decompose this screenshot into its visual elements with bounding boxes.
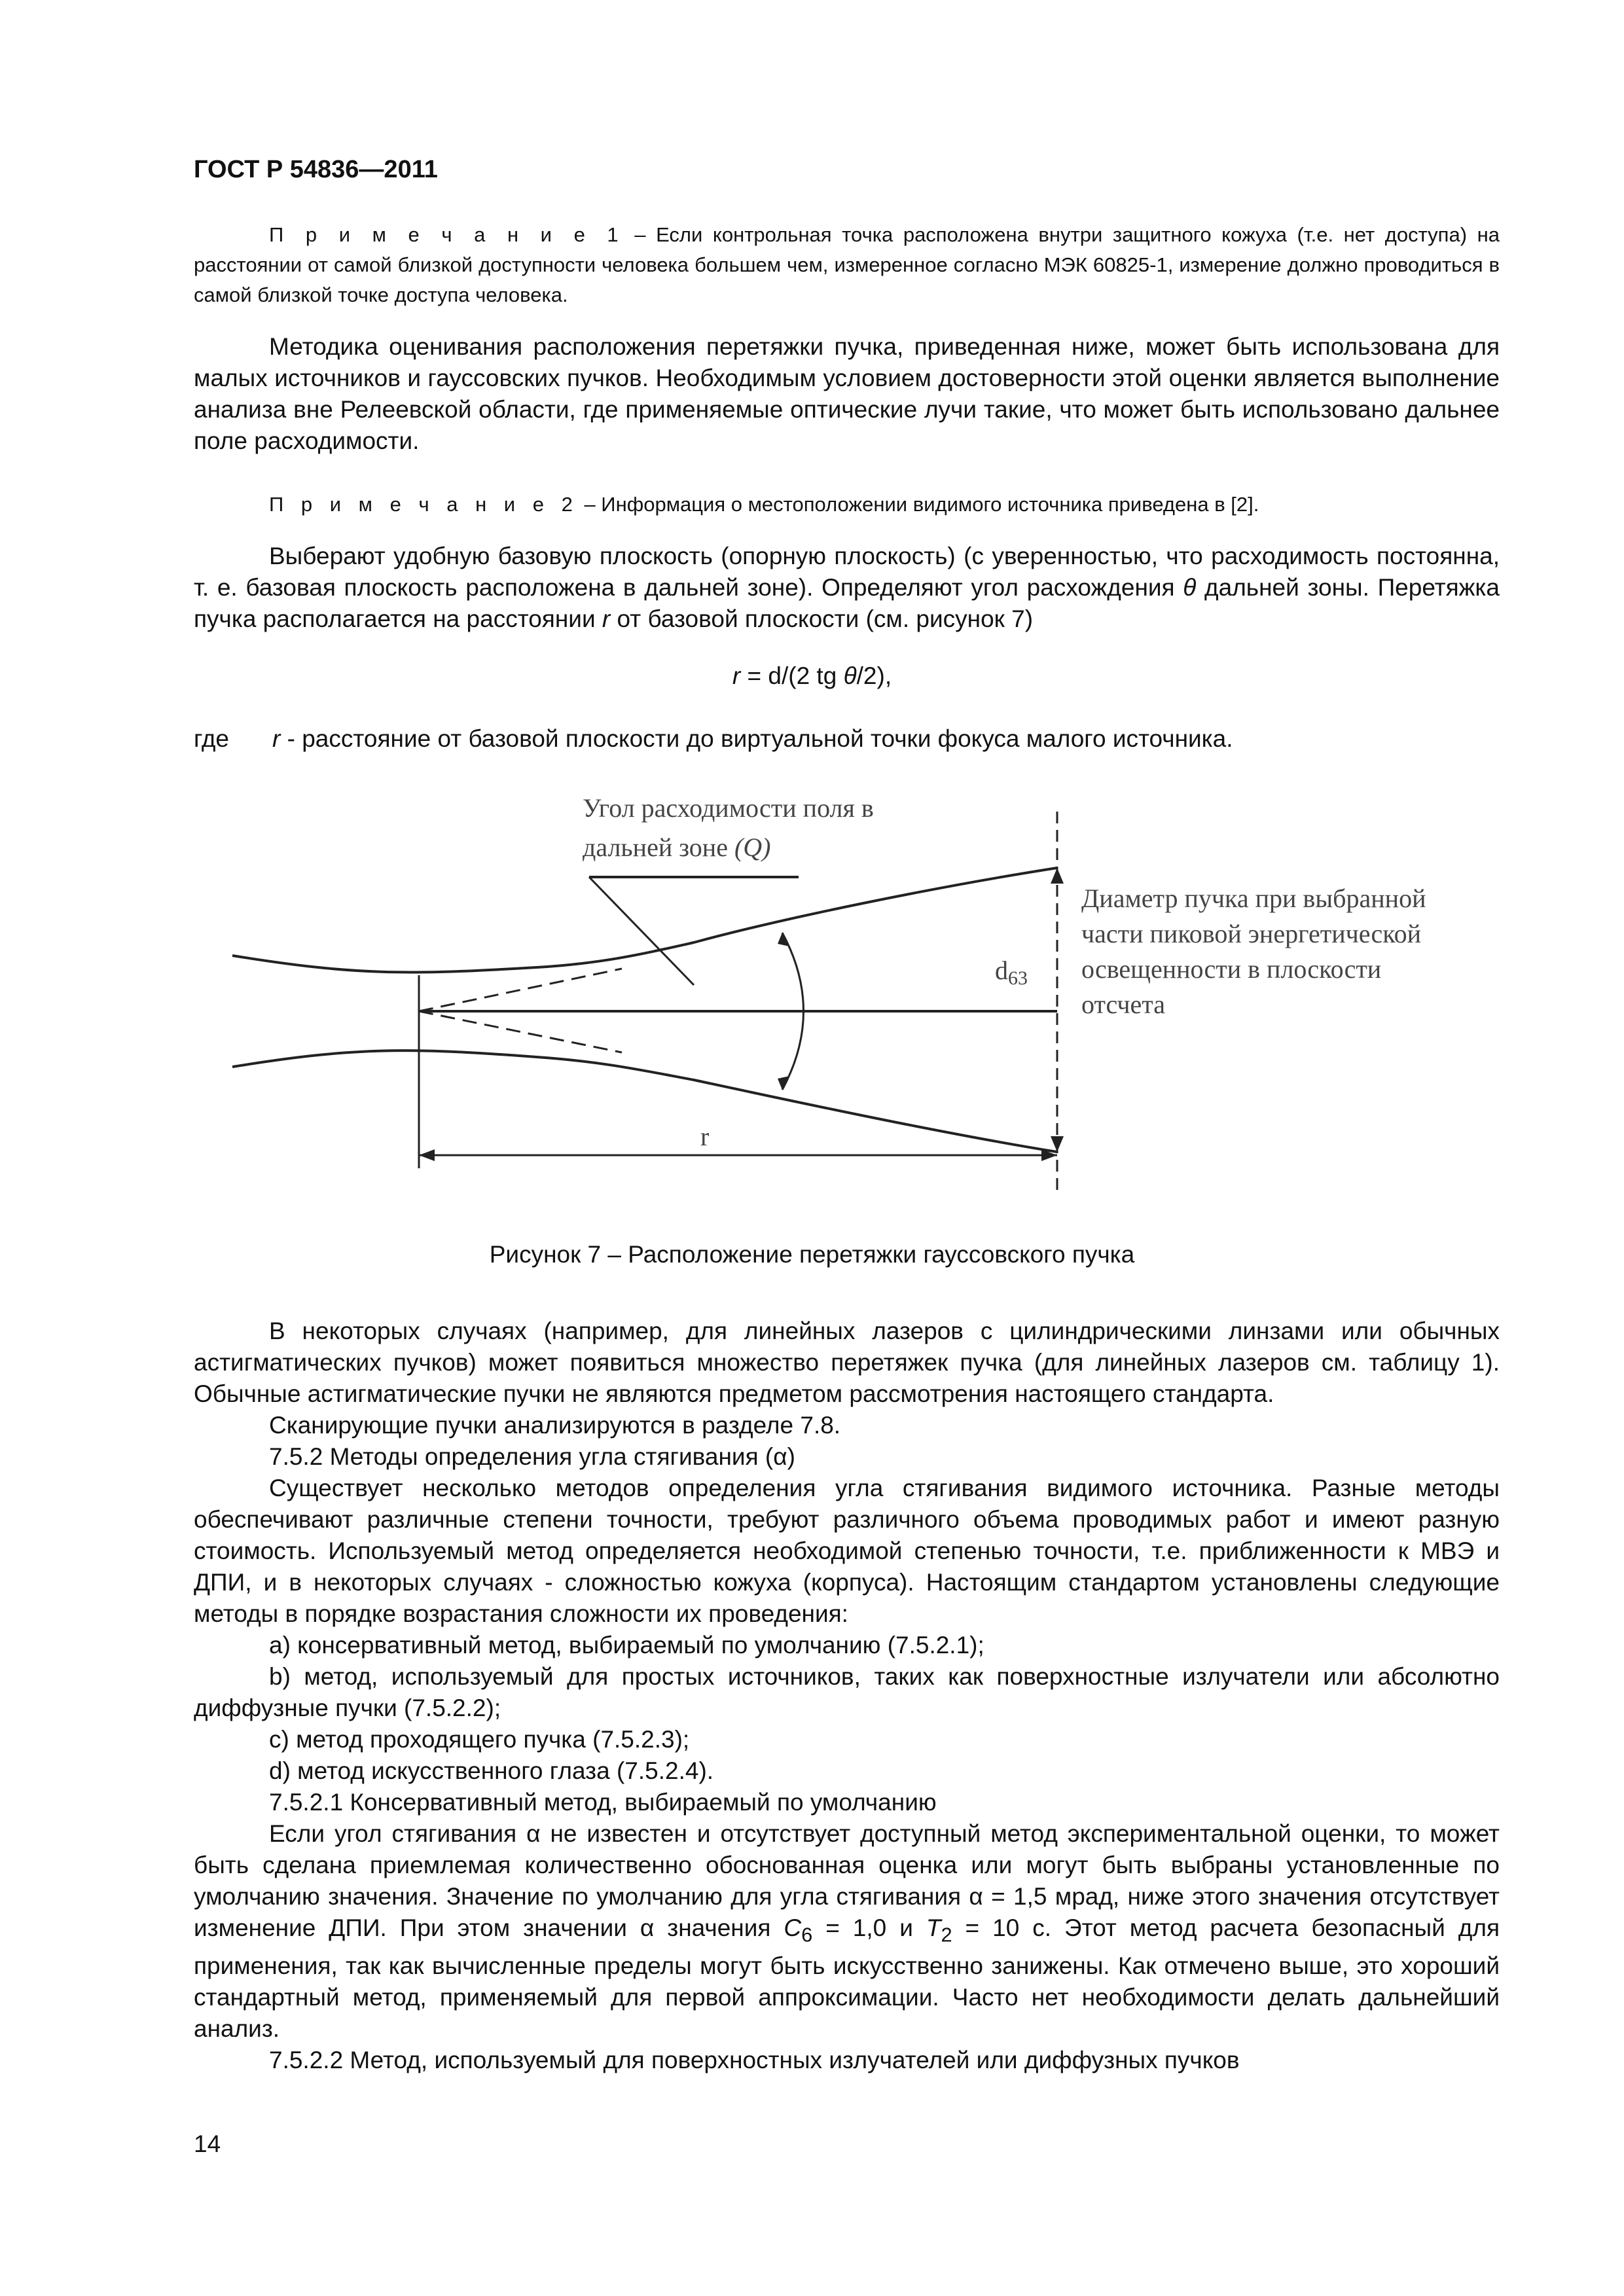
paragraph-method-description (194, 331, 1500, 457)
formula-waist-distance (0, 662, 1624, 690)
t2-symbol: T (926, 1914, 941, 1941)
formula-theta: θ (843, 662, 857, 689)
theta-symbol: θ (1183, 574, 1197, 601)
angle-label-text: дальней зоне (583, 833, 734, 862)
leader-line (589, 877, 694, 985)
paragraph-astigmatic: В некоторых случаях (например, для линейных лазеров с цилиндрическими линзами или обычных астигматических пучков) может появиться множество перетяжек пучка (для линейных лазеров см. таблицу 1). Обычные астигматические пучки не являются предметом рассмотрения настоящего стандарта. (194, 1318, 1500, 1407)
d-subscript: 63 (1008, 967, 1028, 989)
d-symbol: d (995, 956, 1008, 985)
list-item: c) метод проходящего пучка (7.5.2.3); (269, 1726, 690, 1753)
paragraph-2-part-3: от базовой плоскости (см. рисунок 7) (610, 605, 1034, 632)
diameter-label-line-3: освещенности в плоскости (1081, 954, 1382, 984)
paragraph-6-part-2: = 1,0 и (812, 1914, 926, 1941)
diameter-arrow-top (1051, 868, 1064, 884)
note-2 (194, 490, 1500, 520)
formula-r: r (732, 662, 741, 689)
section-heading-7-5-2-1: 7.5.2.1 Консервативный метод, выбираемый по умолчанию (269, 1789, 937, 1816)
document-header: ГОСТ Р 54836—2011 (194, 156, 438, 183)
c6-symbol: C (784, 1914, 802, 1941)
paragraph-default-method (194, 1818, 1500, 2045)
paragraph-methods: Существует несколько методов определения угла стягивания видимого источника. Разные методы обеспечивают различные степени точности, требуют различного объема проводимых работ и имеют разную стоимость. Используемый метод определяется необходимой степенью точности, т.е. приближенности к МВЭ и ДПИ, и в некоторых случаях - сложностью кожуха (корпуса). Настоящим стандартом установлены следующие методы в порядке возрастания сложности их проведения: (194, 1475, 1500, 1627)
r-dimension-label: r (700, 1122, 710, 1151)
divergence-line-lower (419, 1011, 622, 1052)
where-r: r (272, 725, 281, 752)
figure-7-caption: Рисунок 7 – Расположение перетяжки гауссовского пучка (489, 1241, 1135, 1268)
r-arrow-left (419, 1149, 435, 1161)
where-text: - расстояние от базовой плоскости до виртуальной точки фокуса малого источника. (280, 725, 1233, 752)
list-item: b) метод, используемый для простых источников, таких как поверхностные излучатели или абсолютно диффузные пучки (7.5.2.2); (194, 1663, 1500, 1721)
section-heading-7-5-2: 7.5.2 Методы определения угла стягивания (α) (269, 1443, 795, 1470)
paragraph-2-part-1: Выберают удобную базовую плоскость (опорную плоскость) (с уверенностью, что расходимость постоянна, т. е. базовая плоскость расположена в дальней зоне). Определяют угол расхождения (194, 543, 1500, 601)
note-1 (194, 220, 1500, 310)
t2-subscript: 2 (941, 1923, 952, 1946)
diameter-label-line-1: Диаметр пучка при выбранной (1081, 884, 1426, 913)
paragraph-reference-plane (194, 541, 1500, 635)
d63-label (995, 956, 1028, 989)
diameter-arrow-bottom (1051, 1136, 1064, 1152)
where-word: где (194, 725, 230, 752)
paragraph-6-part-3: = 10 с. Этот метод расчета безопасный для применения, так как вычисленные пределы могут быть искусственно занижены. Как отмечено выше, это хороший стандартный метод, применяемый для первой аппроксимации. Часто нет необходимости делать дальнейший анализ. (194, 1914, 1500, 2043)
angle-label-line-1: Угол расходимости поля в (583, 793, 874, 823)
list-item: d) метод искусственного глаза (7.5.2.4). (269, 1757, 714, 1784)
note-2-label: П р и м е ч а н и е 2 (269, 493, 579, 516)
angle-label-line-2 (583, 833, 770, 862)
paragraph-2-part-2: дальней зоны. Перетяжка пучка располагается на расстоянии (194, 574, 1500, 632)
beam-lower-edge (232, 1050, 1057, 1152)
section-heading-7-5-2-2: 7.5.2.2 Метод, используемый для поверхностных излучателей или диффузных пучков (269, 2047, 1240, 2074)
angle-symbol: (Q) (734, 833, 771, 862)
paragraph-6-part-1: Если угол стягивания α не известен и отсутствует доступный метод экспериментальной оценки, то может быть сделана приемлемая количественно обоснованная оценка или могут быть выбраны установленные по умолчанию значения. Значение по умолчанию для угла стягивания α = 1,5 мрад, ниже этого значения отсутствует изменение ДПИ. При этом значении α значения (194, 1820, 1500, 1941)
figure-7-diagram (196, 779, 1506, 1204)
paragraph-2 (194, 541, 1500, 635)
list-item: a) консервативный метод, выбираемый по умолчанию (7.5.2.1); (269, 1632, 984, 1659)
formula-end: /2), (856, 662, 892, 689)
formula-mid: = d/(2 tg (740, 662, 844, 689)
beam-upper-edge (232, 868, 1057, 972)
note-2-text: – Информация о местоположении видимого источника приведена в [2]. (578, 493, 1259, 516)
divergence-line-upper (419, 969, 622, 1011)
main-text-block (194, 1316, 1500, 2076)
note-1-text: – Если контрольная точка расположена внутри защитного кожуха (т.е. нет доступа) на расстоянии от самой близкой доступности человека большем чем, измеренное согласно МЭК 60825-1, измерение должно проводиться в самой близкой точке доступа человека. (194, 223, 1500, 306)
diameter-label-line-2: части пиковой энергетической (1081, 919, 1422, 948)
paragraph-scanning: Сканирующие пучки анализируются в разделе 7.8. (269, 1412, 841, 1439)
where-definition (194, 725, 1233, 753)
note-1-label: П р и м е ч а н и е 1 (269, 223, 624, 246)
c6-subscript: 6 (801, 1923, 813, 1946)
paragraph-1: Методика оценивания расположения перетяжки пучка, приведенная ниже, может быть использована для малых источников и гауссовских пучков. Необходимым условием достоверности этой оценки является выполнение анализа вне Релеевской области, где применяемые оптические лучи такие, что может быть использовано дальнее поле расходимости. (194, 333, 1500, 454)
page-number: 14 (194, 2130, 221, 2157)
diameter-label-line-4: отсчета (1081, 990, 1165, 1019)
r-symbol: r (602, 605, 611, 632)
